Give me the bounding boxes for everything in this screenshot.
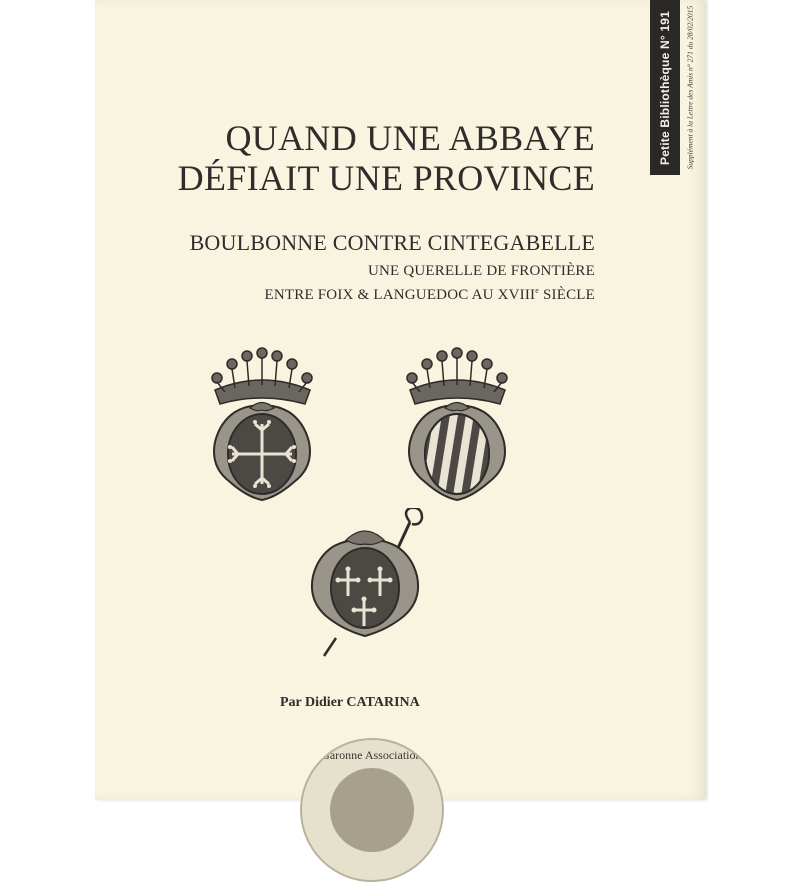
occitan-cross-coat-of-arms-icon — [195, 342, 330, 504]
book-subtitle: BOULBONNE CONTRE CINTEGABELLE — [189, 230, 595, 255]
striped-coat-of-arms-icon — [390, 342, 525, 504]
supplement-note: Supplément à la Lettre des Amis n° 271 du 28/02/2015 — [685, 5, 695, 170]
series-band — [650, 0, 680, 175]
book-title — [178, 118, 595, 198]
tagline-line-1: UNE QUERELLE DE FRONTIÈRE — [367, 263, 595, 279]
tagline-line-2 — [264, 281, 595, 305]
seal-text: ute Garonne Association des — [303, 748, 441, 762]
author-name: Par Didier CATARINA — [280, 695, 420, 710]
title-line-1: QUAND UNE ABBAYE — [225, 118, 595, 158]
tagline-line-2-prefix: ENTRE FOIX & LANGUEDOC AU XVIII — [264, 287, 536, 303]
seal-center — [330, 768, 414, 852]
tagline-superscript: e — [535, 286, 540, 295]
association-seal — [300, 738, 444, 882]
book-tagline — [264, 262, 595, 305]
tagline-line-2-suffix: SIÈCLE — [539, 287, 595, 303]
series-label: Petite Bibliothèque N° 191 — [658, 10, 672, 165]
supplement-band — [680, 0, 700, 175]
abbey-coat-of-arms-icon — [298, 508, 433, 658]
title-line-2: DÉFIAIT UNE PROVINCE — [177, 158, 595, 198]
